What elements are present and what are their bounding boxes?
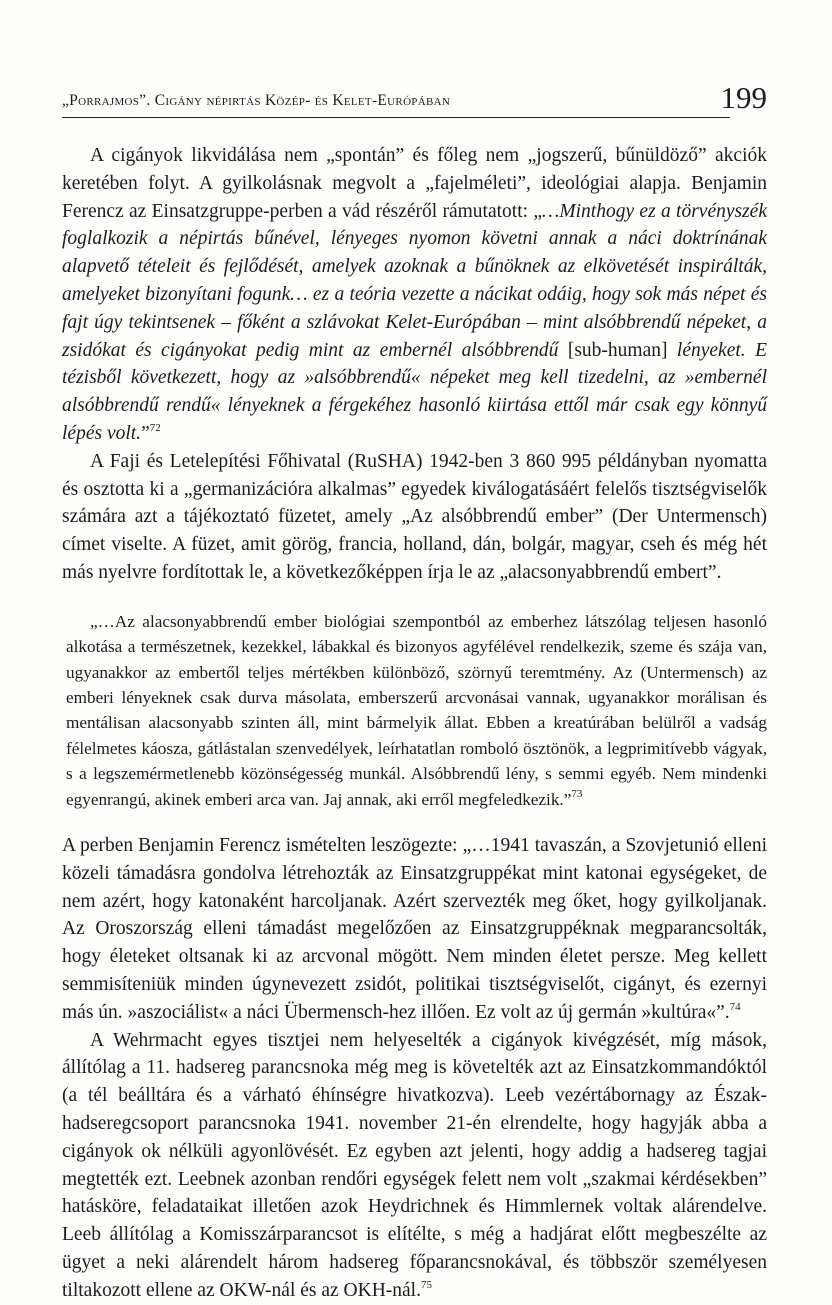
page-number: 199 <box>720 80 767 115</box>
paragraph-2-text: A Faji és Letelepítési Főhivatal (RuSHA) 1942-ben 3 860 995 példányban nyomatta és osztotta ki a „germanizációra alkalmas” egyedek kiválogatásáért felelős tisztségviselők számára azt a tájékoztató füzetet, amely „Az alsóbbrendű ember” (Der Untermensch) címet viselte. A füzet, amit görög, francia, holland, dán, bolgár, magyar, cseh és még hét más nyelvre fordítottak le, a következőképpen írja le az „alacsonyabbrendű embert”. <box>62 450 767 583</box>
paragraph-3-text: A perben Benjamin Ferencz ismételten leszögezte: „…1941 tavaszán, a Szovjetunió elleni közeli támadásra gondolva létrehozták az Einsatzgruppékat mint katonai egységeket, de nem azért, hogy katonaként harcoljanak. Azért szervezték meg őket, hogy gyilkoljanak. Az Oroszország elleni támadást megelőzően az Einsatzgruppéknak megparancsolták, hogy életeket oltsanak ki az arcvonal mögött. Nem minden életet persze. Meg kellett semmisíteniük minden úgynevezett zsidót, politikai tisztségviselőt, cigányt, és ezernyi más ún. »aszociálist« a náci Übermensch-hez illően. Ez volt az új germán »kultúra«”. <box>62 835 767 1023</box>
paragraph-1 <box>62 142 767 448</box>
header-rule <box>62 117 730 118</box>
footnote-ref-73: 73 <box>571 787 583 800</box>
paragraph-1-quote-italic-2: lényeket. E tézisből következett, hogy az »alsóbbrendű« népeket meg kell tizedelni, az »embernél alsóbbrendű rendű« lényeknek a férgekéhez hasonló kiirtása ettől már csak egy könnyű lépés volt. <box>62 339 767 444</box>
paragraph-1-text: A cigányok likvidálása nem „spontán” és főleg nem „jogszerű, bűnüldöző” akciók keretében folyt. A gyilkolásnak megvolt a „fajelméleti”, ideológiai alapja. Benjamin Ferencz az Einsatzgruppe-perben a vád részéről rámutatott: „ <box>62 145 767 222</box>
block-quote-text: „…Az alacsonyabbrendű ember biológiai szempontból az emberhez látszólag teljesen hasonló alkotása a természetnek, kezekkel, lábakkal és bizonyos agyfélével rendelkezik, szeme és szája van, ugyanakkor az embertől teljes mértékben különböző, szörnyű teremtmény. Az (Untermensch) az emberi lényeknek csak durva másolata, emberszerű arcvonásai vannak, ugyanakkor morálisan és mentálisan alacsonyabb szinten áll, mint bármelyik állat. Ebben a kreatúrában belülről a vadság félelmetes káosza, gátlástalan szenvedélyek, leírhatatlan romboló ösztönök, a legprimitívebb vágyak, s a legszemérmetlenebb közönségesség munkál. Alsóbbrendű lény, s semmi egyéb. Nem mindenki egyenrangú, akinek emberi arca van. Jaj annak, aki erről megfeledkezik.” <box>66 611 767 809</box>
paragraph-3 <box>62 832 767 1027</box>
page-header <box>62 80 767 120</box>
paragraph-4-text: A Wehrmacht egyes tisztjei nem helyeselték a cigányok kivégzését, míg mások, állítólag a 11. hadsereg parancsnoka még meg is követelték azt az Einsatzkommandóktól (a tél beálltára és a várható éhínségre hivatkozva). Leeb vezértábornagy az Észak-hadseregcsoport parancsnoka 1941. november 21-én elrendelte, hogy hagyják abba a cigányok ok nélküli agyonlövését. Ez egyben azt jelenti, hogy addig a hadsereg tagjai megtették ezt. Leebnek azonban rendőri egységek felett nem volt „szakmai kérdésekben” hatásköre, feladataikat illetően azok Heydrichnek és Himmlernek voltak alárendelve. Leeb állítólag a Komisszárparancsot is elítélte, s még a hadjárat előtt megbeszélte az ügyet a neki alárendelt három hadsereg főparancsnokával, és többször személyesen tiltakozott ellene az OKW-nál és az OKH-nál. <box>62 1029 767 1301</box>
running-head: „Porrajmos”. Cigány népirtás Közép- és Kelet-Európában <box>62 92 451 109</box>
paragraph-1-bracket: [sub-human] <box>558 339 677 361</box>
paragraph-1-quote-italic: …Minthogy ez a törvényszék foglalkozik a népirtás bűnével, lényeges nyomon követni annak a náci doktrínának alapvető tételeit és fejlődését, amelyek azoknak a bűnöknek az elkövetését inspirálták, amelyeket bizonyítani fogunk… ez a teória vezette a nácikat odáig, hogy sok más népet és fajt úgy tekintsenek – főként a szlávokat Kelet-Európában – mint alsóbbrendű népeket, a zsidókat és cigányokat pedig mint az embernél alsóbbrendű <box>62 200 767 361</box>
paragraph-1-close-quote: ” <box>141 422 150 444</box>
paragraph-4 <box>62 1027 767 1305</box>
paragraph-2 <box>62 448 767 587</box>
block-quote <box>62 609 767 812</box>
footnote-ref-75: 75 <box>420 1278 432 1291</box>
footnote-ref-74: 74 <box>729 1000 741 1013</box>
footnote-ref-72: 72 <box>149 421 161 434</box>
body-text <box>62 142 767 1305</box>
